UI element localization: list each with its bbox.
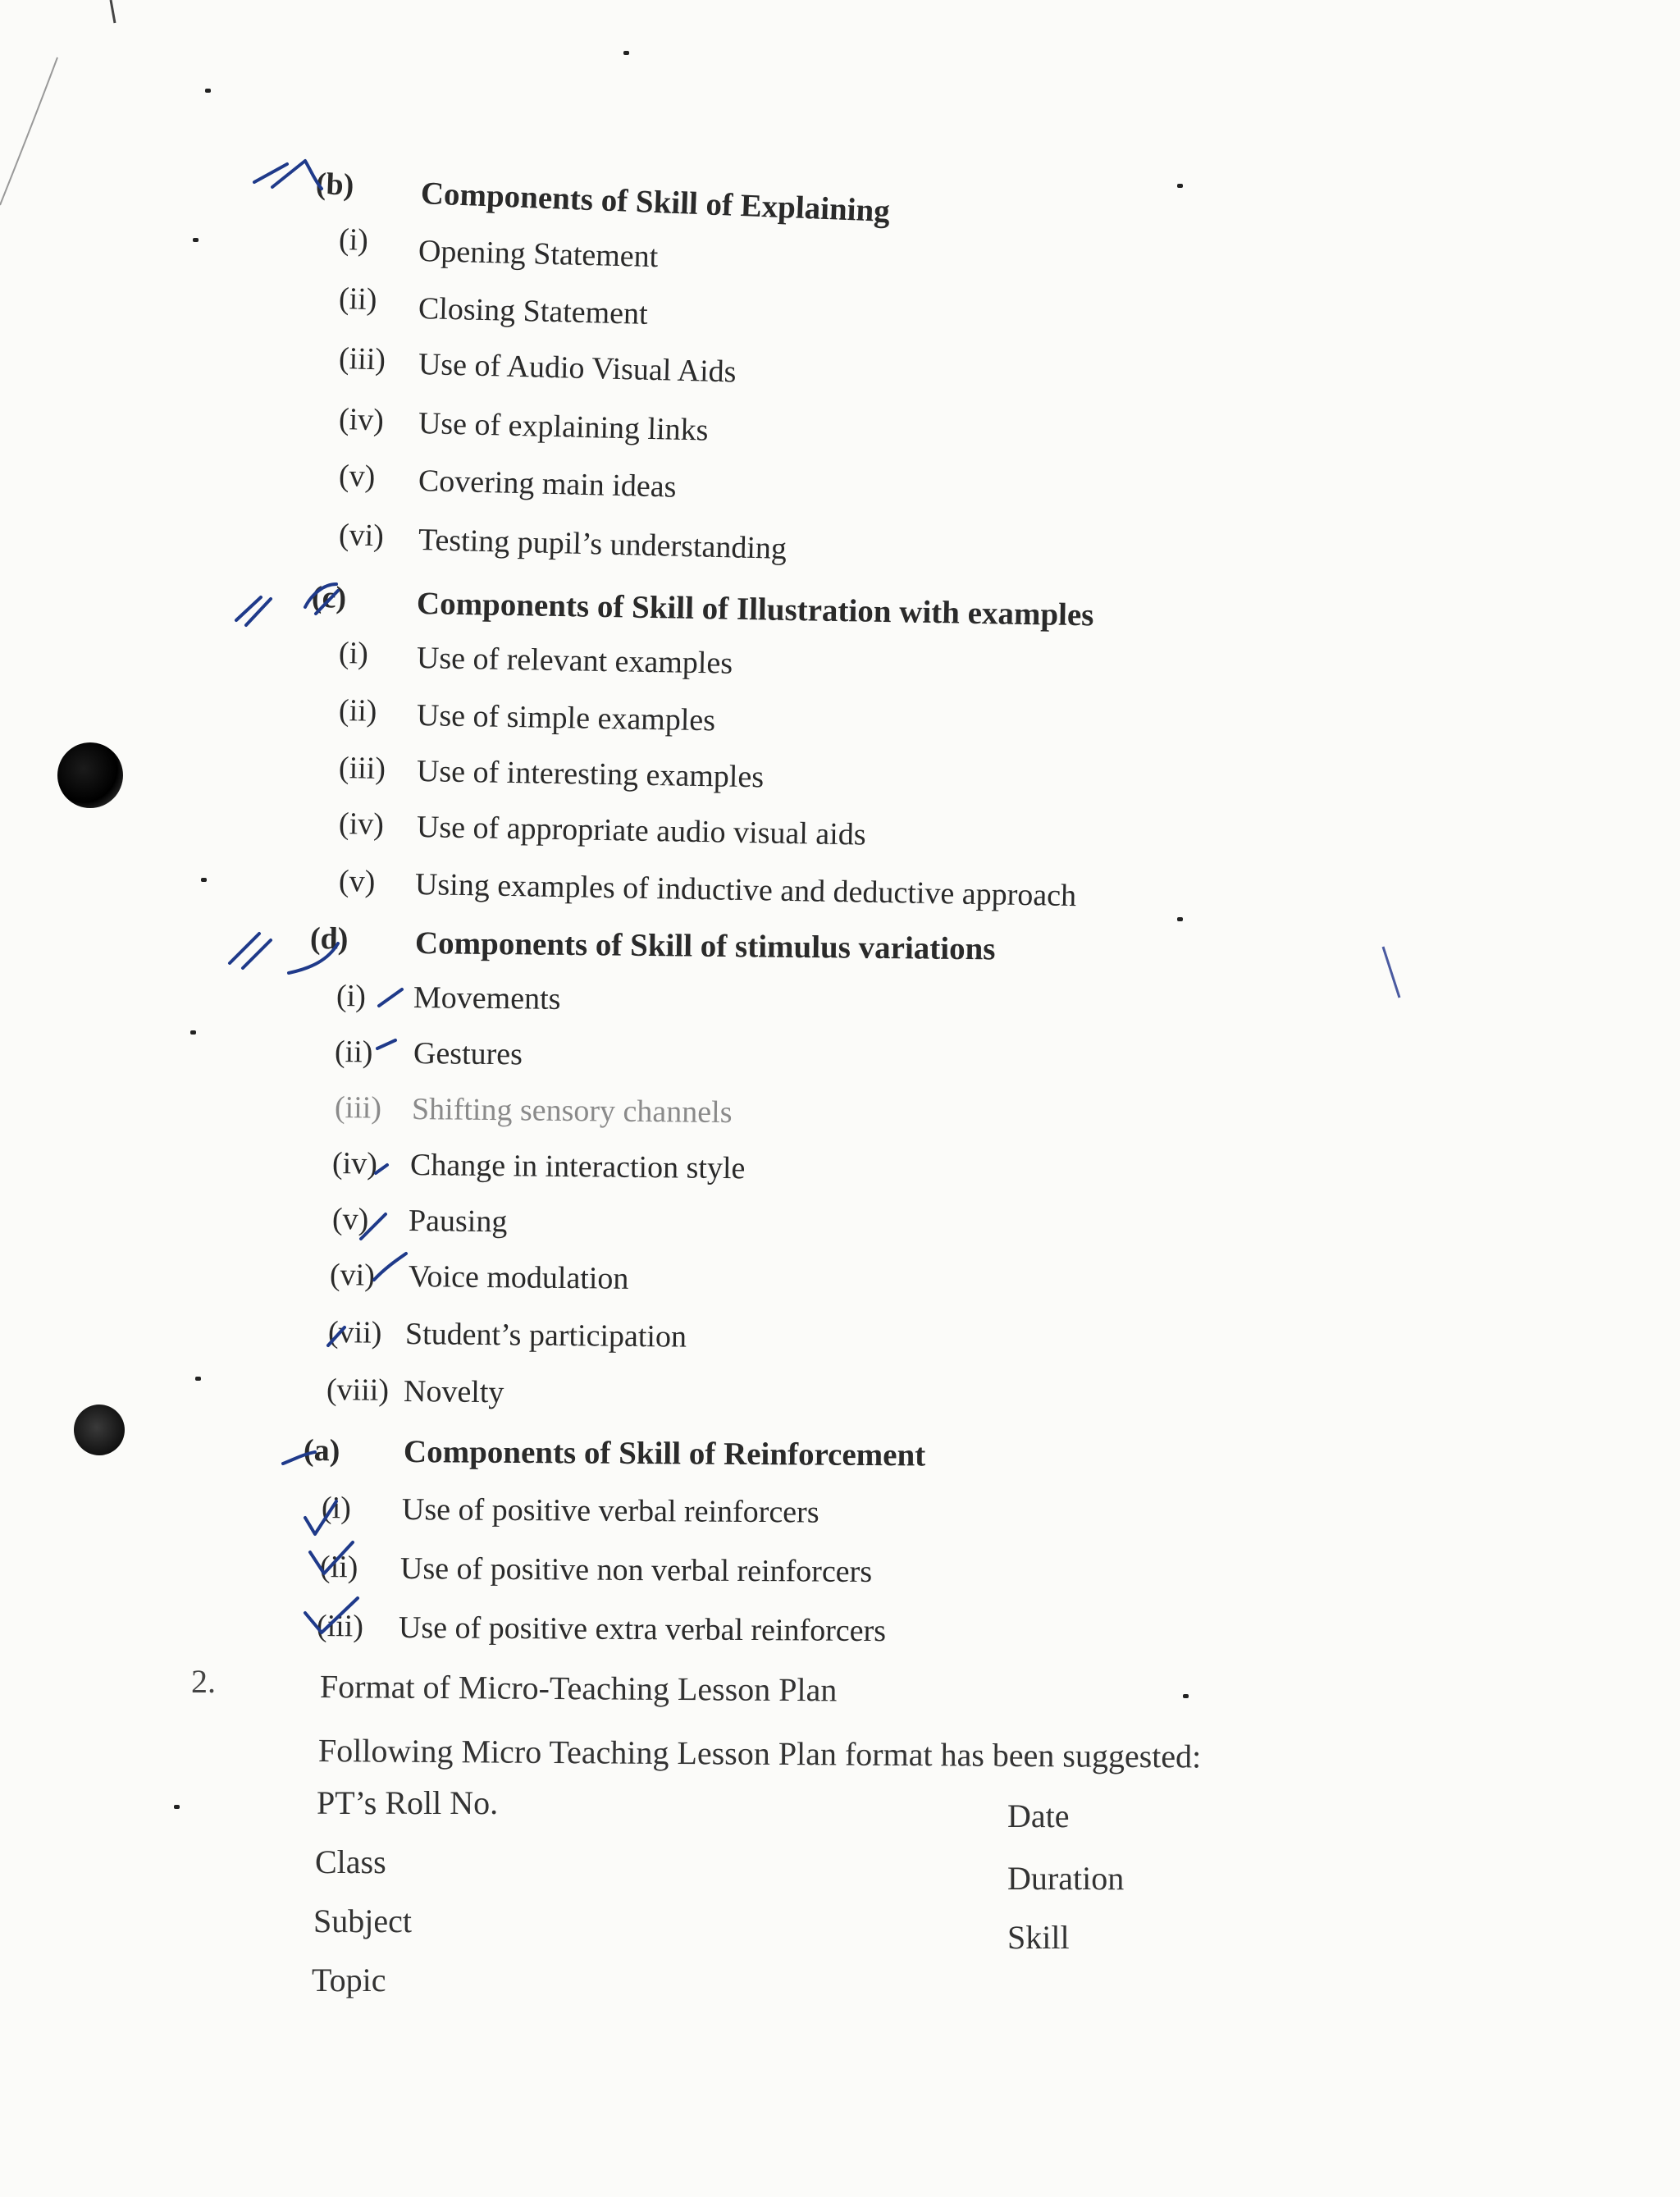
crease-mark	[111, 0, 115, 23]
speck	[1177, 917, 1183, 921]
tick-mark-icon	[376, 1165, 387, 1173]
list-number: (iii)	[334, 1090, 382, 1126]
tick-mark-icon	[236, 597, 271, 625]
field-roll-no: PT’s Roll No.	[317, 1784, 499, 1821]
list-number: (i)	[321, 1491, 352, 1526]
tick-mark-icon	[230, 934, 271, 968]
question-title: Format of Micro-Teaching Lesson Plan	[319, 1668, 838, 1709]
list-item: Use of positive extra verbal reinforcers	[398, 1610, 887, 1649]
list-number: (ii)	[338, 281, 377, 317]
speck	[623, 51, 629, 55]
list-item: Novelty	[403, 1374, 504, 1410]
list-number: (v)	[338, 459, 376, 495]
field-topic: Topic	[312, 1962, 386, 1998]
list-item: Closing Statement	[418, 291, 649, 331]
list-item: Use of positive non verbal reinforcers	[399, 1551, 873, 1590]
list-number: (ii)	[334, 1035, 373, 1070]
field-class: Class	[315, 1843, 386, 1880]
list-number: (iv)	[338, 806, 385, 842]
section-c-letter: (c)	[311, 580, 347, 615]
stray-pen-mark	[1383, 947, 1399, 998]
question-intro: Following Micro Teaching Lesson Plan format has been suggested:	[317, 1732, 1202, 1775]
section-c-title: Components of Skill of Illustration with examples	[416, 586, 1094, 633]
list-item: Gestures	[413, 1036, 523, 1072]
section-a-title: Components of Skill of Reinforcement	[403, 1434, 926, 1473]
list-item: Use of appropriate audio visual aids	[416, 810, 866, 852]
speck	[201, 878, 207, 882]
list-item: Change in interaction style	[409, 1148, 746, 1186]
list-item: Testing pupil’s understanding	[418, 523, 788, 566]
field-date: Date	[1007, 1797, 1070, 1834]
punch-hole-bottom	[74, 1405, 125, 1455]
list-number: (vi)	[329, 1258, 376, 1293]
field-subject: Subject	[313, 1902, 412, 1939]
list-number: (iii)	[338, 341, 386, 377]
crease-mark	[0, 57, 57, 205]
list-item: Movements	[413, 980, 561, 1016]
list-number: (i)	[338, 636, 369, 671]
list-item: Shifting sensory channels	[411, 1092, 733, 1130]
speck	[1183, 1694, 1189, 1698]
tick-mark-icon	[377, 1040, 395, 1048]
punch-hole-top	[57, 742, 123, 808]
list-number: (i)	[336, 979, 367, 1014]
tick-mark-icon	[374, 1254, 406, 1280]
list-item: Opening Statement	[418, 234, 659, 275]
list-number: (i)	[338, 222, 369, 258]
section-a-letter: (a)	[303, 1433, 340, 1468]
speck	[195, 1377, 201, 1381]
speck	[174, 1805, 180, 1809]
list-number: (iv)	[338, 402, 385, 438]
list-number: (iii)	[316, 1609, 364, 1644]
list-item: Pausing	[408, 1204, 508, 1240]
list-number: (ii)	[319, 1550, 358, 1585]
tick-mark-icon	[379, 989, 402, 1006]
list-number: (vi)	[338, 518, 385, 554]
list-number: (vii)	[327, 1315, 382, 1350]
list-number: (iv)	[331, 1146, 378, 1181]
list-number: (ii)	[338, 693, 377, 729]
list-item: Use of Audio Visual Aids	[418, 347, 737, 390]
list-item: Use of simple examples	[416, 698, 716, 738]
list-number: (viii)	[326, 1373, 390, 1408]
list-number: (iii)	[338, 751, 386, 786]
list-item: Covering main ideas	[418, 464, 677, 505]
speck	[1177, 184, 1183, 188]
field-duration: Duration	[1007, 1860, 1125, 1897]
list-item: Voice modulation	[408, 1259, 629, 1296]
section-b-title: Components of Skill of Explaining	[420, 176, 891, 229]
section-b-letter: (b)	[315, 167, 355, 203]
section-d-title: Components of Skill of stimulus variations	[414, 925, 996, 967]
field-skill: Skill	[1007, 1919, 1070, 1956]
list-item: Use of interesting examples	[416, 754, 765, 795]
list-item: Student’s participation	[404, 1317, 687, 1354]
speck	[205, 89, 211, 93]
list-item: Using examples of inductive and deductive approach	[414, 867, 1077, 914]
list-item: Use of relevant examples	[416, 641, 733, 681]
tick-mark-icon	[254, 161, 322, 189]
question-number: 2.	[191, 1663, 216, 1700]
list-number: (v)	[338, 864, 376, 899]
list-number: (v)	[331, 1202, 369, 1237]
list-item: Use of positive verbal reinforcers	[401, 1492, 819, 1530]
list-item: Use of explaining links	[418, 406, 709, 448]
speck	[190, 1030, 196, 1035]
section-d-letter: (d)	[309, 921, 349, 957]
speck	[193, 238, 199, 242]
